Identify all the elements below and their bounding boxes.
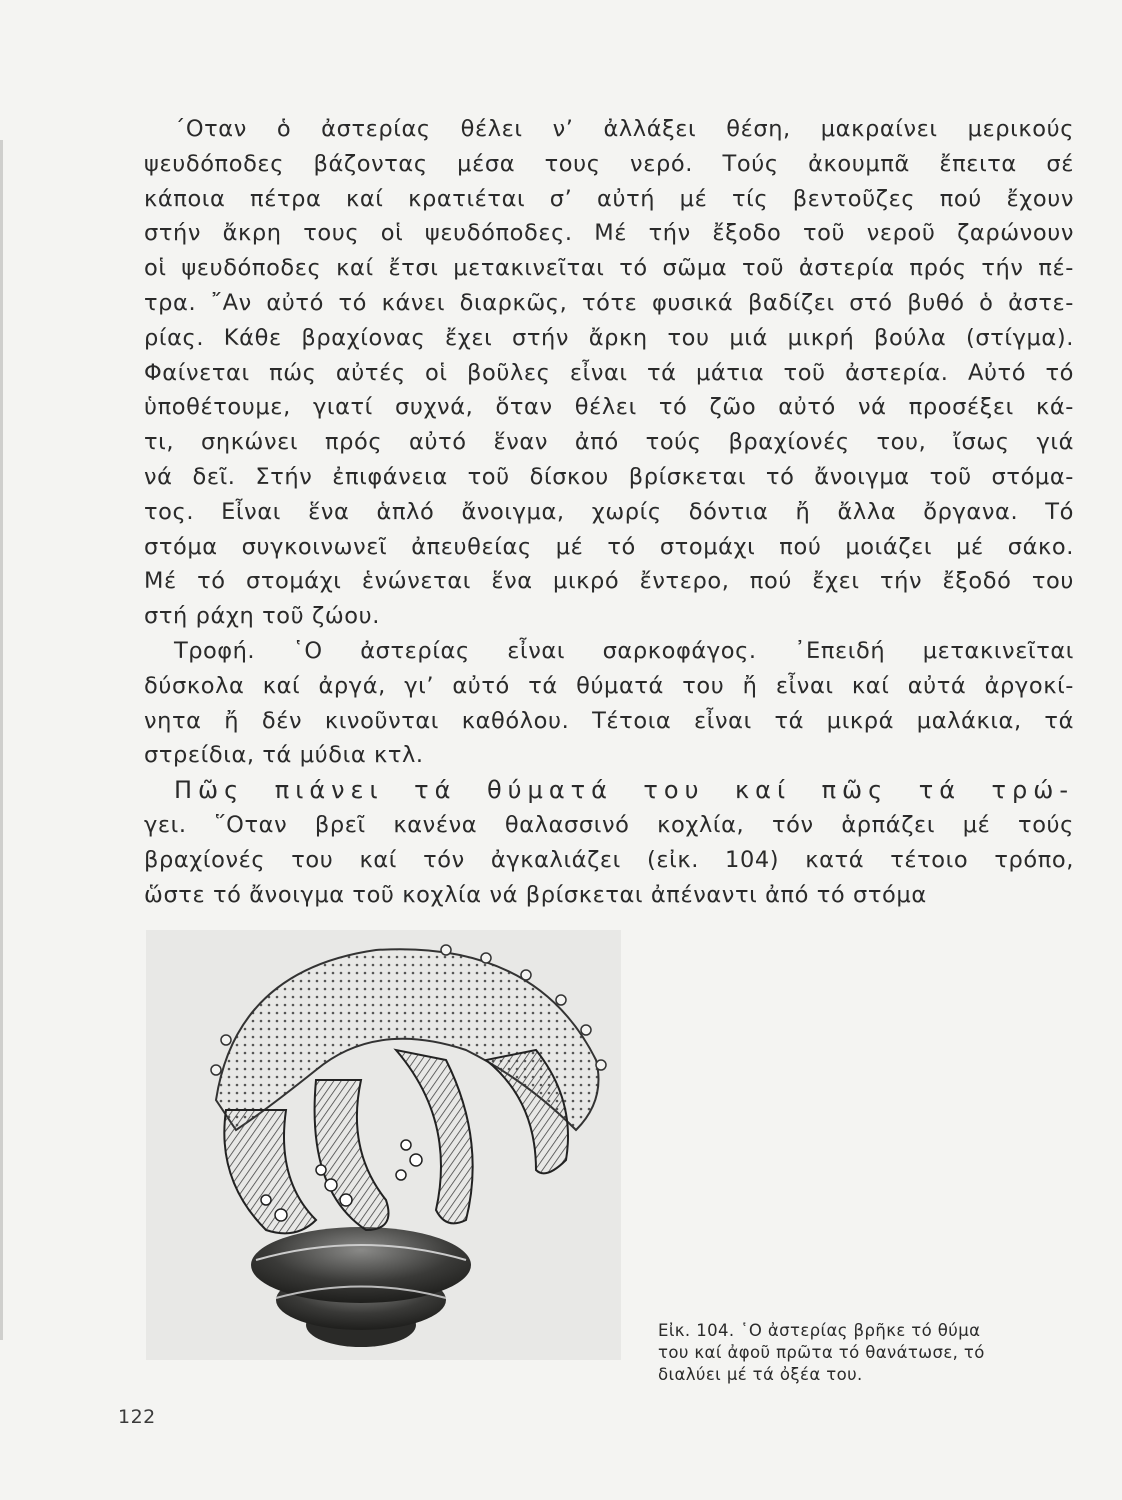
caption-line: του καί ἀφοῦ πρῶτα τό θανάτωσε, τό xyxy=(658,1343,985,1362)
text-line: τι, σηκώνει πρός αὐτό ἕναν ἀπό τούς βραχίονές του, ἴσως γιά xyxy=(144,429,1074,456)
caption-line: διαλύει μέ τά ὀξέα του. xyxy=(658,1365,863,1384)
section-heading-prey-end: γει. xyxy=(144,811,187,838)
text-line: δύσκολα καί ἀργά, γι’ αὐτό τά θύματά του ἤ εἶναι καί αὐτά ἀργοκί- xyxy=(144,672,1074,699)
text-line: τος. Εἶναι ἕνα ἁπλό ἄνοιγμα, χωρίς δόντια ἤ ἄλλα ὄργανα. Τό xyxy=(144,498,1074,525)
text-line: τρα. ῎Αν αὐτό τό κάνει διαρκῶς, τότε φυσικά βαδίζει στό βυθό ὁ ἀστε- xyxy=(144,289,1074,316)
text-line: ὥστε τό ἄνοιγμα τοῦ κοχλία νά βρίσκεται ἀπέναντι ἀπό τό στόμα xyxy=(144,881,927,908)
text-line: Φαίνεται πώς αὐτές οἱ βοῦλες εἶναι τά μάτια τοῦ ἀστερία. Αὐτό τό xyxy=(144,359,1074,386)
text-line: στή ράχη τοῦ ζώου. xyxy=(144,603,381,630)
text-line: στόμα συγκοινωνεῖ ἀπευθείας μέ τό στομάχι πού μοιάζει μέ σάκο. xyxy=(144,533,1074,560)
starfish-snail-drawing xyxy=(146,930,621,1360)
text-line: ρίας. Κάθε βραχίονας ἔχει στήν ἄρκη του μιά μικρή βούλα (στίγμα). xyxy=(144,324,1074,351)
scan-margin-edge xyxy=(0,140,3,1340)
text-line: Μέ τό στομάχι ἑνώνεται ἕνα μικρό ἔντερο, πού ἔχει τήν ἔξοδό του xyxy=(144,568,1074,595)
body-text xyxy=(144,112,1074,912)
starfish-illustration xyxy=(146,930,621,1360)
text-line: νητα ἤ δέν κινοῦνται καθόλου. Τέτοια εἶναι τά μικρά μαλάκια, τά xyxy=(144,707,1074,734)
section-heading-prey-text: Πῶς πιάνει τά θύματά του καί πῶς τά τρώ- xyxy=(174,776,1074,805)
caption-line: Εἰκ. 104. ῾Ο ἀστερίας βρῆκε τό θύμα xyxy=(658,1321,981,1340)
text-line: κάποια πέτρα καί κρατιέται σ’ αὐτή μέ τίς βεντοῦζες πού ἔχουν xyxy=(144,185,1074,212)
figure-caption xyxy=(658,1320,1078,1386)
text-line: στρείδια, τά μύδια κτλ. xyxy=(144,742,424,769)
prey-section-line xyxy=(144,808,1074,843)
section-heading-food: Τροφή. xyxy=(174,637,256,664)
text-line: οἱ ψευδόποδες καί ἔτσι μετακινεῖται τό σῶμα τοῦ ἀστερία πρός τήν πέ- xyxy=(144,255,1074,282)
text-line: βραχίονές του καί τόν ἀγκαλιάζει (εἰκ. 104) κατά τέτοιο τρόπο, xyxy=(144,846,1074,873)
text-fragment: ῞Οταν βρεῖ κανένα θαλασσινό κοχλία, τόν ἁρπάζει μέ τούς xyxy=(214,811,1074,838)
text-line: στήν ἄκρη τους οἱ ψευδόποδες. Μέ τήν ἔξοδο τοῦ νεροῦ ζαρώνουν xyxy=(144,220,1074,247)
text-line: ψευδόποδες βάζοντας μέσα τους νερό. Τούς ἀκουμπᾶ ἔπειτα σέ xyxy=(144,150,1074,177)
page-number: 122 xyxy=(118,1406,156,1428)
text-line: ΄Οταν ὁ ἀστερίας θέλει ν’ ἀλλάξει θέση, μακραίνει μερικούς xyxy=(174,116,1074,142)
section-heading-prey xyxy=(144,773,1074,808)
food-section-first-line xyxy=(144,634,1074,669)
text-line: ὑποθέτουμε, γιατί συχνά, ὅταν θέλει τό ζῶο αὐτό νά προσέξει κά- xyxy=(144,394,1074,421)
text-line: νά δεῖ. Στήν ἐπιφάνεια τοῦ δίσκου βρίσκεται τό ἄνοιγμα τοῦ στόμα- xyxy=(144,463,1074,490)
text-fragment: ῾Ο ἀστερίας εἶναι σαρκοφάγος. ᾿Επειδή μετακινεῖται xyxy=(292,637,1074,664)
